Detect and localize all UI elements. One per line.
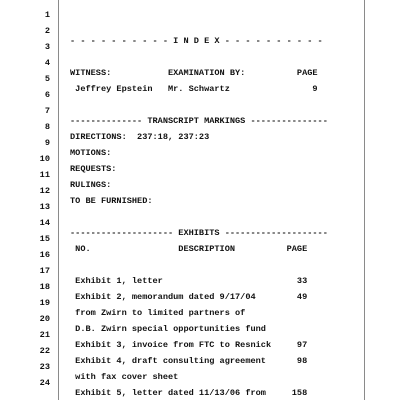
transcript-line — [0, 352, 400, 382]
transcript-line — [0, 240, 400, 260]
line-number: 16 — [39, 250, 50, 260]
line-number: 23 — [39, 362, 50, 372]
exhibit-row: Exhibit 5, letter dated 11/13/06 from 158 — [70, 388, 308, 398]
markings-heading: -------------- TRANSCRIPT MARKINGS --------------- — [70, 116, 328, 126]
line-number: 11 — [39, 170, 50, 180]
exhibits-heading: -------------------- EXHIBITS -------------------- — [70, 228, 328, 238]
witness-header: WITNESS: EXAMINATION BY: PAGE — [70, 68, 318, 78]
to-be-furnished-entry: TO BE FURNISHED: — [70, 196, 153, 206]
transcript-line — [0, 208, 400, 238]
line-number: 9 — [44, 138, 50, 148]
line-number: 18 — [39, 282, 50, 292]
transcript-line — [0, 64, 400, 94]
witness-row: Jeffrey Epstein Mr. Schwartz 9 — [70, 84, 318, 94]
line-number: 2 — [44, 26, 50, 36]
transcript-line — [0, 32, 400, 52]
transcript-line — [0, 112, 400, 142]
transcript-line — [0, 320, 400, 350]
transcript-line — [0, 176, 400, 206]
transcript-line — [0, 128, 400, 158]
line-number: 8 — [44, 122, 50, 132]
transcript-line — [0, 336, 400, 366]
transcript-line — [0, 0, 400, 20]
transcript-line — [0, 160, 400, 190]
line-number: 5 — [44, 74, 50, 84]
index-heading: - - - - - - - - - - I N D E X - - - - - - - - - - — [70, 36, 323, 46]
line-number: 4 — [44, 58, 50, 68]
exhibit-row: Exhibit 2, memorandum dated 9/17/04 49 — [70, 292, 308, 302]
motions-entry: MOTIONS: — [70, 148, 112, 158]
requests-entry: REQUESTS: — [70, 164, 117, 174]
transcript-line — [0, 16, 400, 46]
transcript-line — [0, 80, 400, 100]
line-number: 21 — [39, 330, 50, 340]
line-number: 24 — [39, 378, 50, 388]
transcript-line — [0, 288, 400, 318]
transcript-line — [0, 256, 400, 286]
exhibit-row: Exhibit 1, letter 33 — [70, 276, 308, 286]
exhibit-row: Exhibit 4, draft consulting agreement 98 — [70, 356, 308, 366]
line-number: 10 — [39, 154, 50, 164]
line-number: 17 — [39, 266, 50, 276]
line-number: 20 — [39, 314, 50, 324]
exhibits-column-header: NO. DESCRIPTION PAGE — [70, 244, 308, 254]
transcript-line — [0, 224, 400, 254]
exhibit-row: Exhibit 3, invoice from FTC to Resnick 97 — [70, 340, 308, 350]
transcript-line — [0, 368, 400, 398]
line-number: 22 — [39, 346, 50, 356]
line-number: 3 — [44, 42, 50, 52]
transcript-line — [0, 144, 400, 174]
line-number: 6 — [44, 90, 50, 100]
exhibit-row-continuation: from Zwirn to limited partners of — [70, 308, 246, 318]
rulings-entry: RULINGS: — [70, 180, 112, 190]
transcript-line — [0, 48, 400, 78]
line-number: 14 — [39, 218, 50, 228]
line-number: 13 — [39, 202, 50, 212]
transcript-line — [0, 304, 400, 334]
line-number: 7 — [44, 106, 50, 116]
exhibit-row-continuation: D.B. Zwirn special opportunities fund — [70, 324, 266, 334]
transcript-line — [0, 272, 400, 302]
transcript-line — [0, 96, 400, 126]
line-number: 19 — [39, 298, 50, 308]
line-number: 12 — [39, 186, 50, 196]
transcript-line — [0, 192, 400, 212]
exhibit-row-continuation: with fax cover sheet — [70, 372, 179, 382]
line-number: 15 — [39, 234, 50, 244]
line-number: 1 — [44, 10, 50, 20]
directions-entry: DIRECTIONS: 237:18, 237:23 — [70, 132, 210, 142]
